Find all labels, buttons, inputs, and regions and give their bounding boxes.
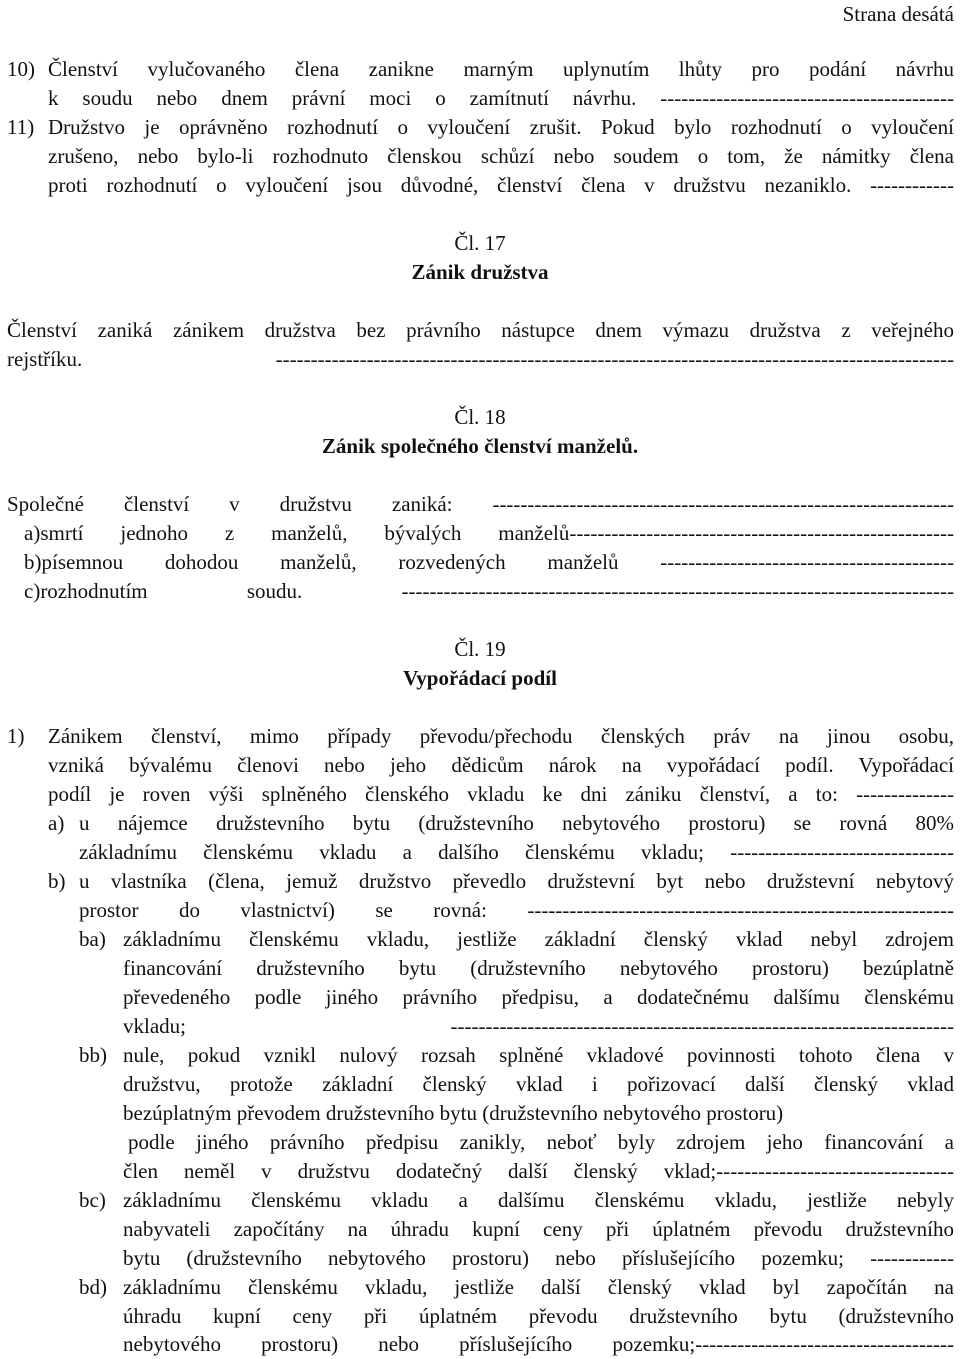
article-17-text-line-2: rejstříku. ------------------------------------------------------------------------------------------------- <box>7 347 954 371</box>
article-19-number: Čl. 19 <box>454 637 506 661</box>
item-a-line-2: základnímu členskému vkladu a dalšího členskému vkladu; -------------------------------- <box>79 840 954 864</box>
item-bd-line-2: úhradu kupní ceny při úplatném převodu družstevního bytu (družstevního <box>123 1304 954 1328</box>
item-bc-line-1: základnímu členskému vkladu a dalšímu členskému vkladu, jestliže nebyly <box>123 1188 954 1212</box>
article-19-para-1-line-1: Zánikem členství, mimo případy převodu/přechodu členských práv na jinou osobu, <box>48 724 954 748</box>
item-11-line-2: zrušeno, nebo bylo-li rozhodnuto členskou schůzí nebo soudem o tom, že námitky člena <box>48 144 954 168</box>
item-bd-line-1: základnímu členskému vkladu, jestliže další členský vklad byl započítán na <box>123 1275 954 1299</box>
item-bb-line-1: nule, pokud vznikl nulový rozsah splněné vkladové povinnosti tohoto člena v <box>123 1043 954 1067</box>
item-a-label: a) <box>48 811 65 835</box>
item-10-line-2: k soudu nebo dnem právní moci o zamítnutí návrhu. ------------------------------------------ <box>48 86 954 110</box>
item-ba-line-4: vkladu; ------------------------------------------------------------------------ <box>123 1014 954 1038</box>
item-b-label: b) <box>48 869 66 893</box>
article-19-para-1-number: 1) <box>7 724 25 748</box>
item-bb-line-3: bezúplatným převodem družstevního bytu (družstevního nebytového prostoru) <box>123 1101 784 1125</box>
item-bc-label: bc) <box>79 1188 106 1212</box>
article-18-item-b: b)písemnou dohodou manželů, rozvedených manželů ------------------------------------------ <box>24 550 954 574</box>
article-18-title: Zánik společného členství manželů. <box>321 434 639 458</box>
item-ba-line-3: převedeného podle jiného právního předpisu, a dodatečnému dalšímu členskému <box>123 985 954 1009</box>
article-18-number: Čl. 18 <box>454 405 506 429</box>
item-ba-label: ba) <box>79 927 106 951</box>
item-bb-line-5: člen neměl v družstvu dodatečný další členský vklad;---------------------------------- <box>123 1159 954 1183</box>
item-11-line-1: Družstvo je oprávněno rozhodnutí o vyloučení zrušit. Pokud bylo rozhodnutí o vyloučení <box>48 115 954 139</box>
item-ba-line-2: financování družstevního bytu (družstevního nebytového prostoru) bezúplatně <box>123 956 954 980</box>
item-ba-line-1: základnímu členskému vkladu, jestliže základní členský vklad nebyl zdrojem <box>123 927 954 951</box>
item-bc-line-2: nabyvateli započítány na úhradu kupní ceny při úplatném převodu družstevního <box>123 1217 954 1241</box>
article-18-item-a: a)smrtí jednoho z manželů, bývalých manželů------------------------------------------------------- <box>24 521 954 545</box>
article-17-text-line-1: Členství zaniká zánikem družstva bez právního nástupce dnem výmazu družstva z veřejného <box>7 318 954 342</box>
item-b-line-1: u vlastníka (člena, jemuž družstvo převedlo družstevní byt nebo družstevní nebytový <box>79 869 954 893</box>
item-11-number: 11) <box>7 115 35 139</box>
item-bb-label: bb) <box>79 1043 107 1067</box>
article-19-para-1-line-3: podíl je roven výši splněného členského vkladu ke dni zániku členství, a to: -------------- <box>48 782 954 806</box>
item-10-line-1: Členství vylučovaného člena zanikne marným uplynutím lhůty pro podání návrhu <box>48 57 954 81</box>
item-bd-line-3: nebytového prostoru) nebo příslušejícího pozemku;------------------------------------- <box>123 1332 954 1356</box>
article-18-intro: Společné členství v družstvu zaniká: ------------------------------------------------------------------ <box>7 492 954 516</box>
item-bb-line-2: družstvu, protože základní členský vklad i pořizovací další členský vklad <box>123 1072 954 1096</box>
article-19-title: Vypořádací podíl <box>403 666 557 690</box>
article-19-para-1-line-2: vzniká bývalému členovi nebo jeho dědicům nárok na vypořádací podíl. Vypořádací <box>48 753 954 777</box>
item-b-line-2: prostor do vlastnictví) se rovná: ------------------------------------------------------------- <box>79 898 954 922</box>
item-10-number: 10) <box>7 57 35 81</box>
page-header: Strana desátá <box>842 2 954 26</box>
article-18-item-c: c)rozhodnutím soudu. ------------------------------------------------------------------------------- <box>24 579 954 603</box>
item-a-line-1: u nájemce družstevního bytu (družstevního nebytového prostoru) se rovná 80% <box>79 811 954 835</box>
article-17-number: Čl. 17 <box>454 231 506 255</box>
article-17-title: Zánik družstva <box>411 260 549 284</box>
item-bc-line-3: bytu (družstevního nebytového prostoru) nebo příslušejícího pozemku; ------------ <box>123 1246 954 1270</box>
item-11-line-3: proti rozhodnutí o vyloučení jsou důvodné, členství člena v družstvu nezaniklo. ------------ <box>48 173 954 197</box>
item-bb-line-4: podle jiného právního předpisu zanikly, neboť byly zdrojem jeho financování a <box>128 1130 954 1154</box>
item-bd-label: bd) <box>79 1275 107 1299</box>
